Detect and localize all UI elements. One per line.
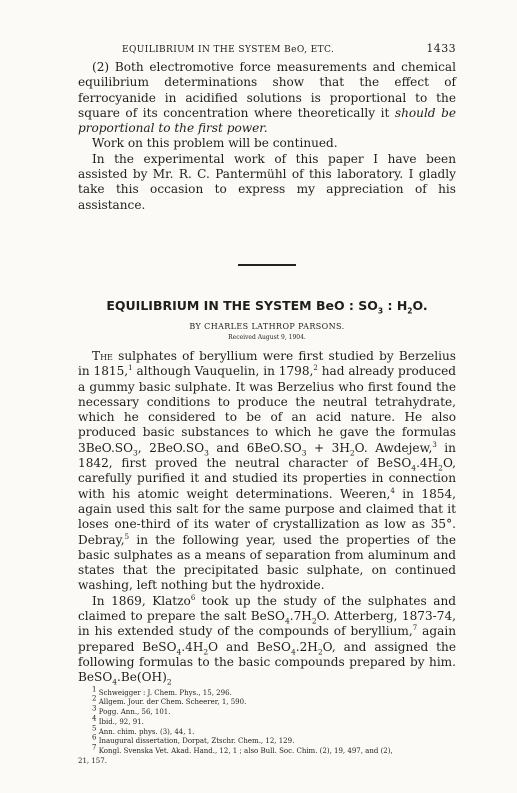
footnote-5: $^5$ Ann. chim. phys. (3), 44, 1. [92, 724, 195, 736]
page-number: 1433 [426, 42, 456, 55]
page [78, 40, 456, 767]
footnote-7: $^7$ Kongl. Svenska Vet. Akad. Hand., 12, 1 ; also Bull. Soc. Chim. (2), 19, 497, and (2), [92, 743, 393, 756]
footnotes [78, 685, 456, 767]
footnote-6: $^6$ Inaugural dissertation, Dorpat, Ztschr. Chem., 12, 129. [92, 734, 295, 746]
article-title: EQUILIBRIUM IN THE SYSTEM BeO : $SO_3$ : $H_2O$. [106, 297, 428, 316]
conclusion-paragraph: (2) Both electromotive force measurements and chemical equilibrium determinations show that the effect of ferrocyanide in acidified solutions is proportional to the square of its concentration where theoretically it should be proportional to the first power. [78, 60, 456, 136]
footnote-1: $^1$ Schweigger : J. Chem. Phys., 15, 296. [92, 685, 232, 697]
continuation-paragraph: Work on this problem will be continued. [92, 136, 338, 151]
footnote-2: $^2$ Allgem. Jour. der Chem. Scheerer, 1, 590. [92, 694, 247, 707]
received-date: Received August 9, 1904. [228, 333, 306, 341]
body-paragraph-1: The sulphates of beryllium were first studied by Berzelius in 1815,$^1$ although Vauquelin, in 1798,$^2$ had already produced a gummy basic sulphate. It was Berzelius who first found the necessary conditions to produce the neutral tetrahydrate, which he considered to be of an acid nature. He also produced basic substances to which he gave the formulas $3BeO.SO_3$, $2BeO.SO_3$ and $6BeO.SO_3 + 3H_2O$. Awdejew,$^3$ in 1842, first proved the neutral character of $BeSO_4.4H_2O$, carefully purified it and studied its properties in connection with his atomic weight determinations. Weeren,$^4$ in 1854, again used this salt for the same purpose and claimed that it loses one-third of its water of crystallization as low as 35°. Debray,$^5$ in the following year, used the properties of the basic sulphates as a means of separation from aluminum and states that the precipitated basic sulphate, on continued washing, left nothing but the hydroxide. [78, 348, 457, 593]
acknowledgement-paragraph: In the experimental work of this paper I have been assisted by Mr. R. C. Pantermühl of this laboratory. I gladly take this occasion to express my appreciation of his assistance. [78, 151, 456, 212]
body-paragraph-2: In 1869, Klatzo$^6$ took up the study of the sulphates and claimed to prepare the salt $BeSO_4.7H_2O$. Atterberg, 1873-74, in his extended study of the compounds of beryllium,$^7$ again prepared $BeSO_4.4H_2O$ and $BeSO_4.2H_2O$, and assigned the following formulas to the basic compounds prepared by him. $BeSO_4.Be(OH)_2$ [78, 593, 457, 687]
running-header [78, 40, 456, 60]
running-title: EQUILIBRIUM IN THE SYSTEM BeO, ETC. [122, 45, 335, 55]
italic-phrase: should be proportional to the first power. [78, 105, 456, 136]
footnote-7-continued: 21, 157. [78, 757, 107, 766]
section-divider [238, 264, 296, 266]
footnote-3: $^3$ Pogg. Ann., 56, 101. [92, 704, 171, 717]
article-author: BY CHARLES LATHROP PARSONS. [189, 321, 345, 331]
footnote-4: $^4$ Ibid., 92, 91. [92, 714, 144, 726]
